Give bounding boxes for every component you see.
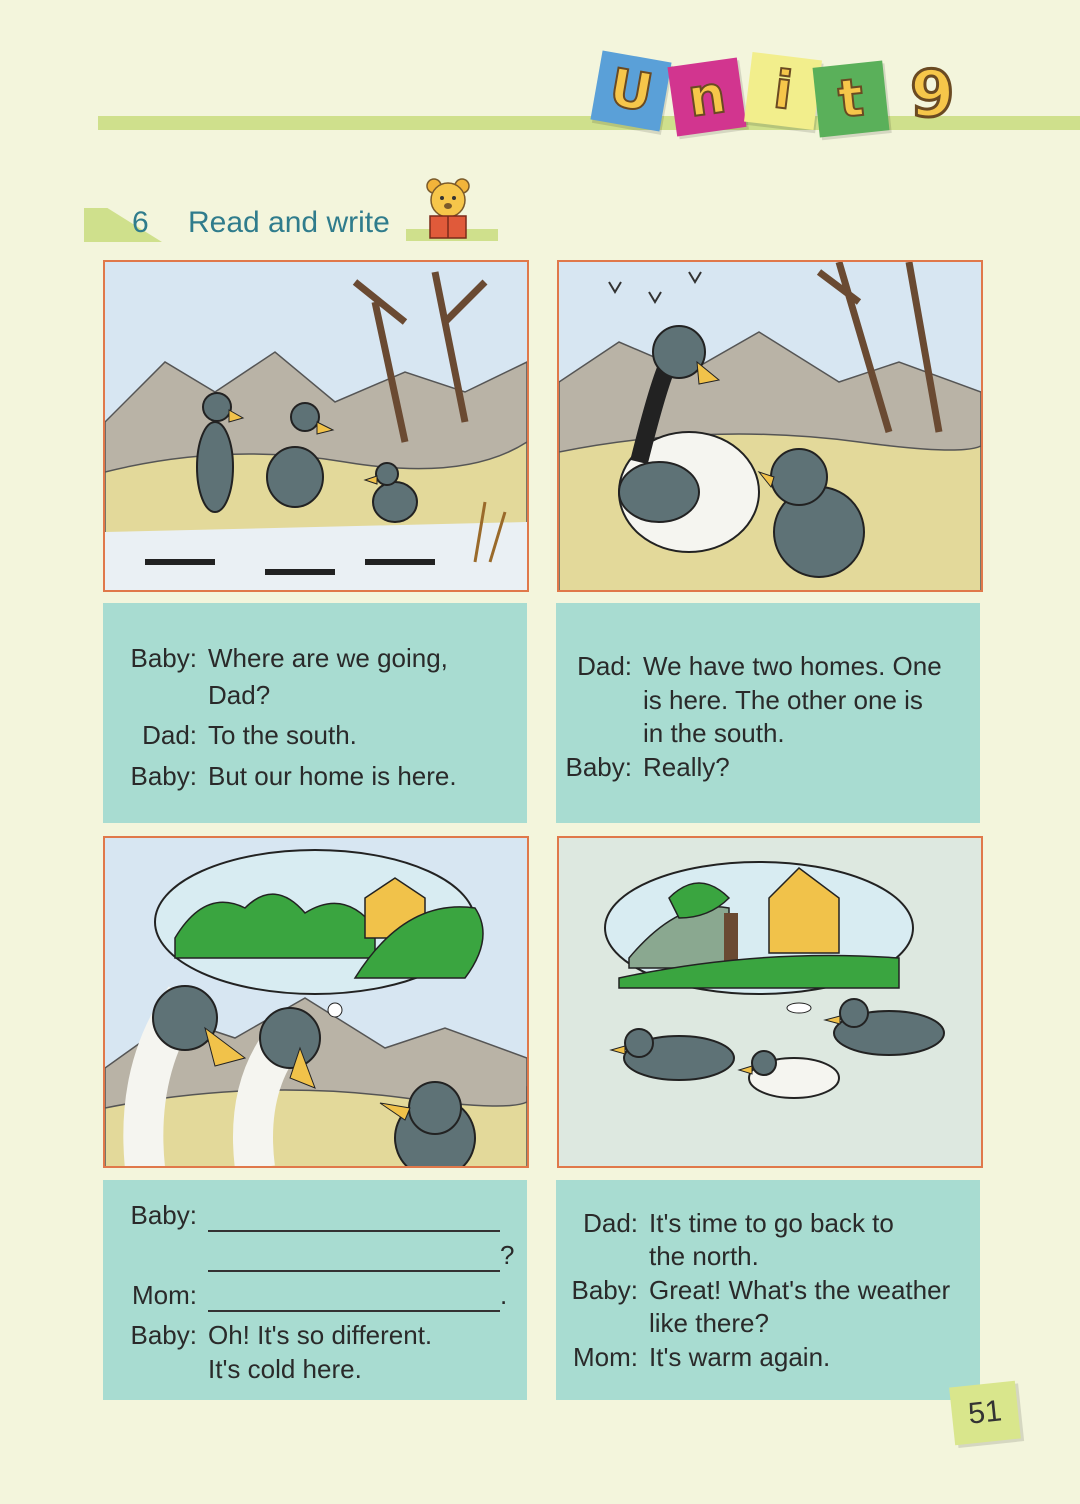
dialogue-line: We have two homes. One [643, 651, 942, 681]
blank-punctuation: . [500, 1280, 508, 1310]
dialogue-box-3 [103, 1180, 527, 1400]
unit-letter-t: t [813, 61, 890, 138]
speaker-label: Baby: [130, 1320, 197, 1350]
section-number: 6 [132, 206, 149, 239]
speaker-label: Dad: [583, 1208, 638, 1238]
dialogue-box-2 [556, 603, 980, 823]
answer-blank[interactable] [208, 1238, 514, 1272]
speaker-label: Baby: [565, 752, 632, 782]
answer-blank[interactable] [208, 1198, 500, 1232]
dialogue-line: Really? [643, 752, 730, 782]
dialogue-line: It's time to go back to [649, 1208, 894, 1238]
dialogue-line: Dad? [208, 680, 271, 710]
speaker-label: Baby: [571, 1275, 638, 1305]
speaker-label: Baby: [130, 1200, 197, 1230]
speaker-label: Mom: [132, 1280, 197, 1310]
section-accent [84, 208, 162, 242]
dialogue-box-1 [103, 603, 527, 823]
speaker-label: Dad: [577, 651, 632, 681]
unit-letter-n: n [667, 57, 746, 136]
unit-letter-u: U [590, 50, 671, 131]
comic-panel-4 [557, 836, 983, 1168]
section-title: Read and write [188, 206, 390, 239]
dialogue-line: It's warm again. [649, 1342, 831, 1372]
dialogue-line: is here. The other one is [643, 685, 923, 715]
blank-punctuation: ? [500, 1240, 515, 1270]
reading-bear-icon [420, 176, 476, 242]
dialogue-line: Great! What's the weather [649, 1275, 951, 1305]
comic-panel-3 [103, 836, 529, 1168]
dialogue-box-4 [556, 1180, 980, 1400]
dialogue-line: in the south. [643, 718, 785, 748]
dialogue-line: Oh! It's so different. [208, 1320, 433, 1350]
unit-number: 9 [910, 58, 955, 132]
answer-blank[interactable] [208, 1278, 507, 1312]
unit-letter-i: i [744, 52, 822, 130]
dialogue-line: Where are we going, [208, 643, 448, 673]
comic-panel-1 [103, 260, 529, 592]
speaker-label: Mom: [573, 1342, 638, 1372]
dialogue-line: like there? [649, 1308, 769, 1338]
dialogue-line: To the south. [208, 720, 357, 750]
speaker-label: Baby: [130, 761, 197, 791]
comic-panel-2 [557, 260, 983, 592]
page-number: 51 [949, 1381, 1021, 1446]
dialogue-line: It's cold here. [208, 1354, 362, 1384]
dialogue-line: the north. [649, 1241, 759, 1271]
speaker-label: Baby: [130, 643, 197, 673]
dialogue-line: But our home is here. [208, 761, 457, 791]
speaker-label: Dad: [142, 720, 197, 750]
